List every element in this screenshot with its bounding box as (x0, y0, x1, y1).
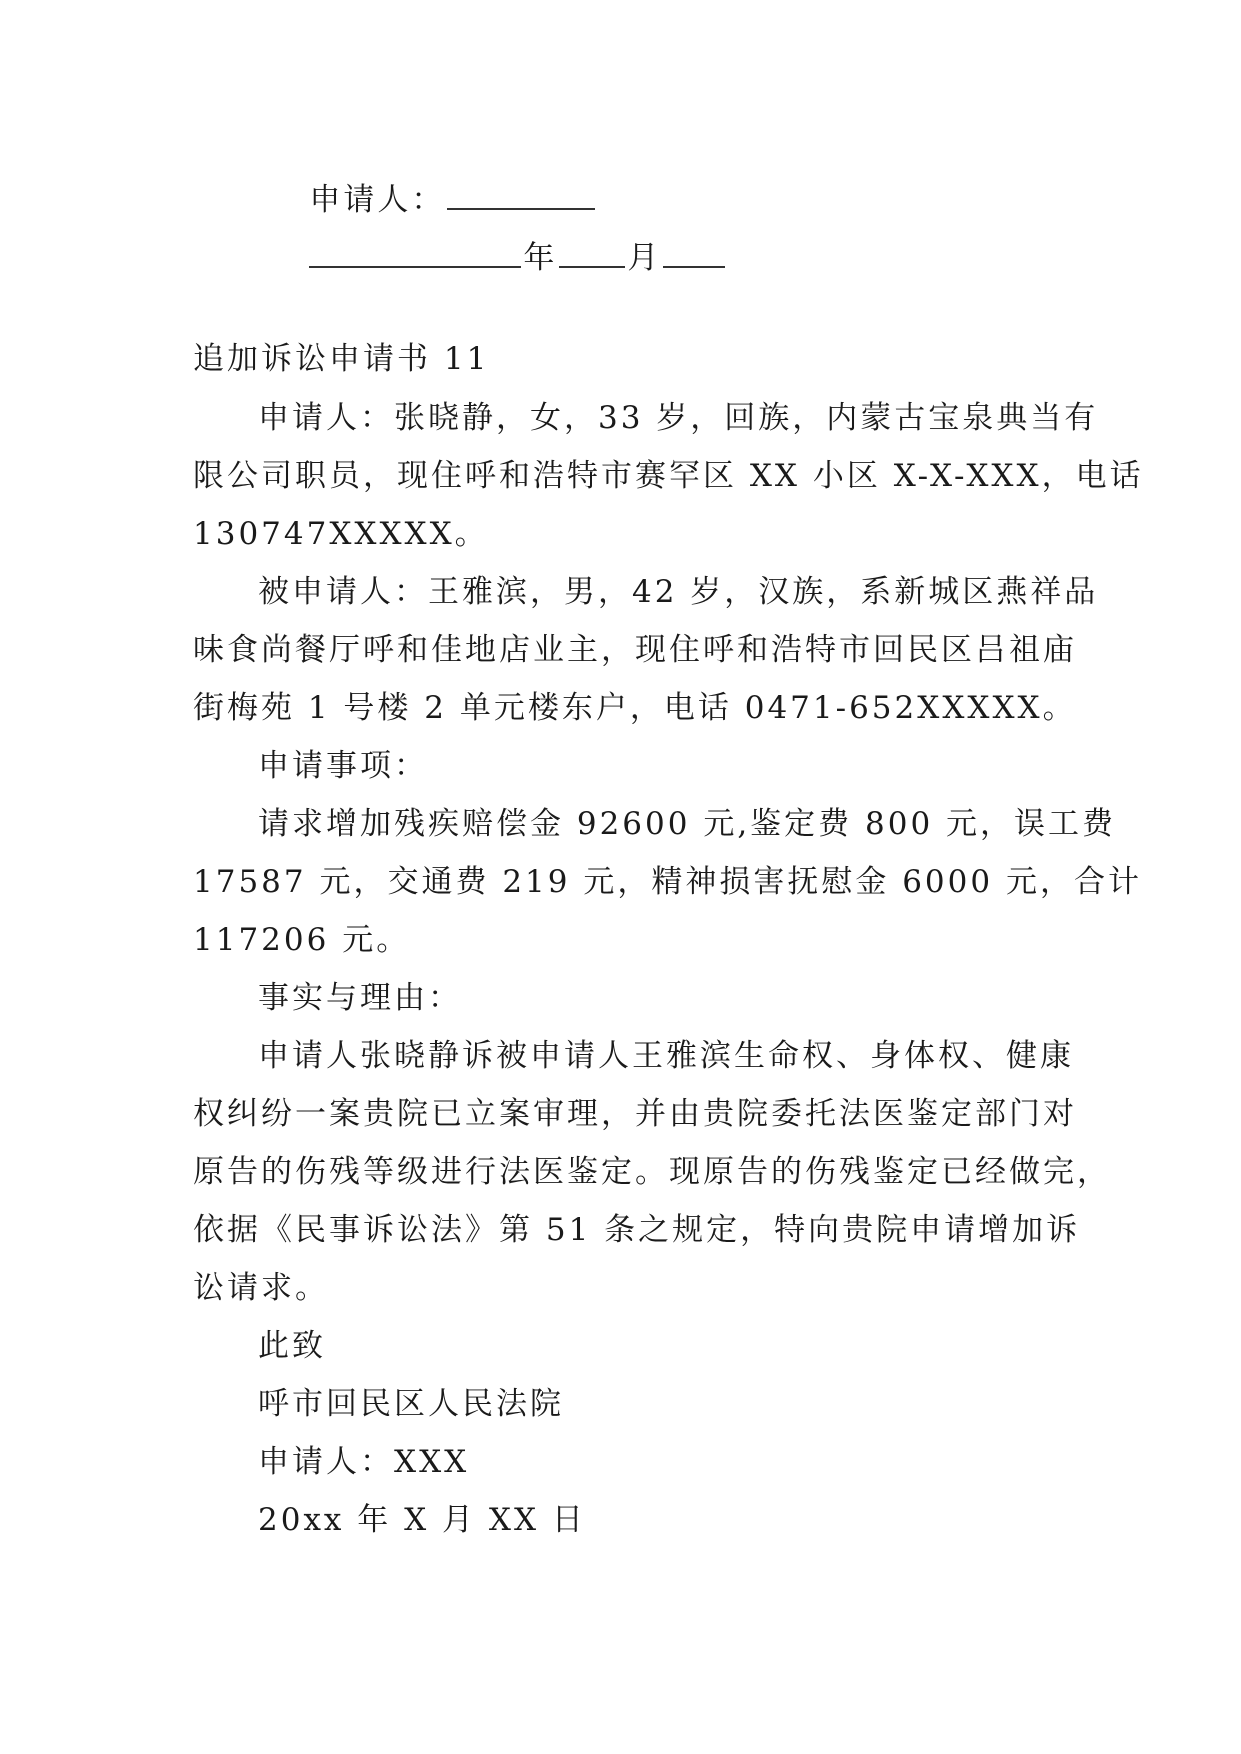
respondent-line-2: 味食尚餐厅呼和佳地店业主，现住呼和浩特市回民区吕祖庙 (193, 632, 1077, 668)
document-title: 追加诉讼申请书 11 (193, 341, 490, 377)
claims-heading: 申请事项： (258, 748, 428, 784)
facts-line-5: 讼请求。 (193, 1270, 329, 1306)
applicant-line-1: 申请人：张晓静，女，33 岁，回族，内蒙古宝泉典当有 (258, 400, 1099, 436)
claims-line-2: 17587 元，交通费 219 元，精神损害抚慰金 6000 元，合计 (193, 864, 1142, 900)
claims-line-3: 117206 元。 (193, 922, 411, 958)
year-char: 年 (523, 240, 558, 276)
month-char: 月 (627, 240, 662, 276)
facts-line-1: 申请人张晓静诉被申请人王雅滨生命权、身体权、健康 (258, 1038, 1074, 1074)
respondent-line-3: 街梅苑 1 号楼 2 单元楼东户，电话 0471-652XXXXX。 (193, 690, 1077, 726)
facts-line-4: 依据《民事诉讼法》第 51 条之规定，特向贵院申请增加诉 (193, 1212, 1081, 1248)
year-blank (309, 242, 521, 268)
day-blank (663, 242, 725, 268)
claims-line-1: 请求增加残疾赔偿金 92600 元,鉴定费 800 元，误工费 (258, 806, 1117, 842)
applicant-line-3: 130747XXXXX。 (193, 516, 489, 552)
respondent-line-1: 被申请人：王雅滨，男，42 岁，汉族，系新城区燕祥品 (258, 574, 1099, 610)
month-blank (559, 242, 625, 268)
closing-salutation: 此致 (258, 1328, 326, 1364)
prev-date-line (258, 211, 727, 305)
facts-line-2: 权纠纷一案贵院已立案审理，并由贵院委托法医鉴定部门对 (193, 1096, 1077, 1132)
applicant-line-2: 限公司职员，现住呼和浩特市赛罕区 XX 小区 X-X-XXX，电话 (193, 458, 1144, 494)
applicant-name-blank (447, 184, 595, 210)
prev-applicant-label: 申请人： (309, 182, 446, 218)
date-line: 20xx 年 X 月 XX 日 (258, 1502, 586, 1538)
signature-line: 申请人：XXX (258, 1444, 470, 1480)
facts-heading: 事实与理由： (258, 980, 462, 1016)
facts-line-3: 原告的伤残等级进行法医鉴定。现原告的伤残鉴定已经做完， (193, 1154, 1111, 1190)
court-name: 呼市回民区人民法院 (258, 1386, 564, 1422)
